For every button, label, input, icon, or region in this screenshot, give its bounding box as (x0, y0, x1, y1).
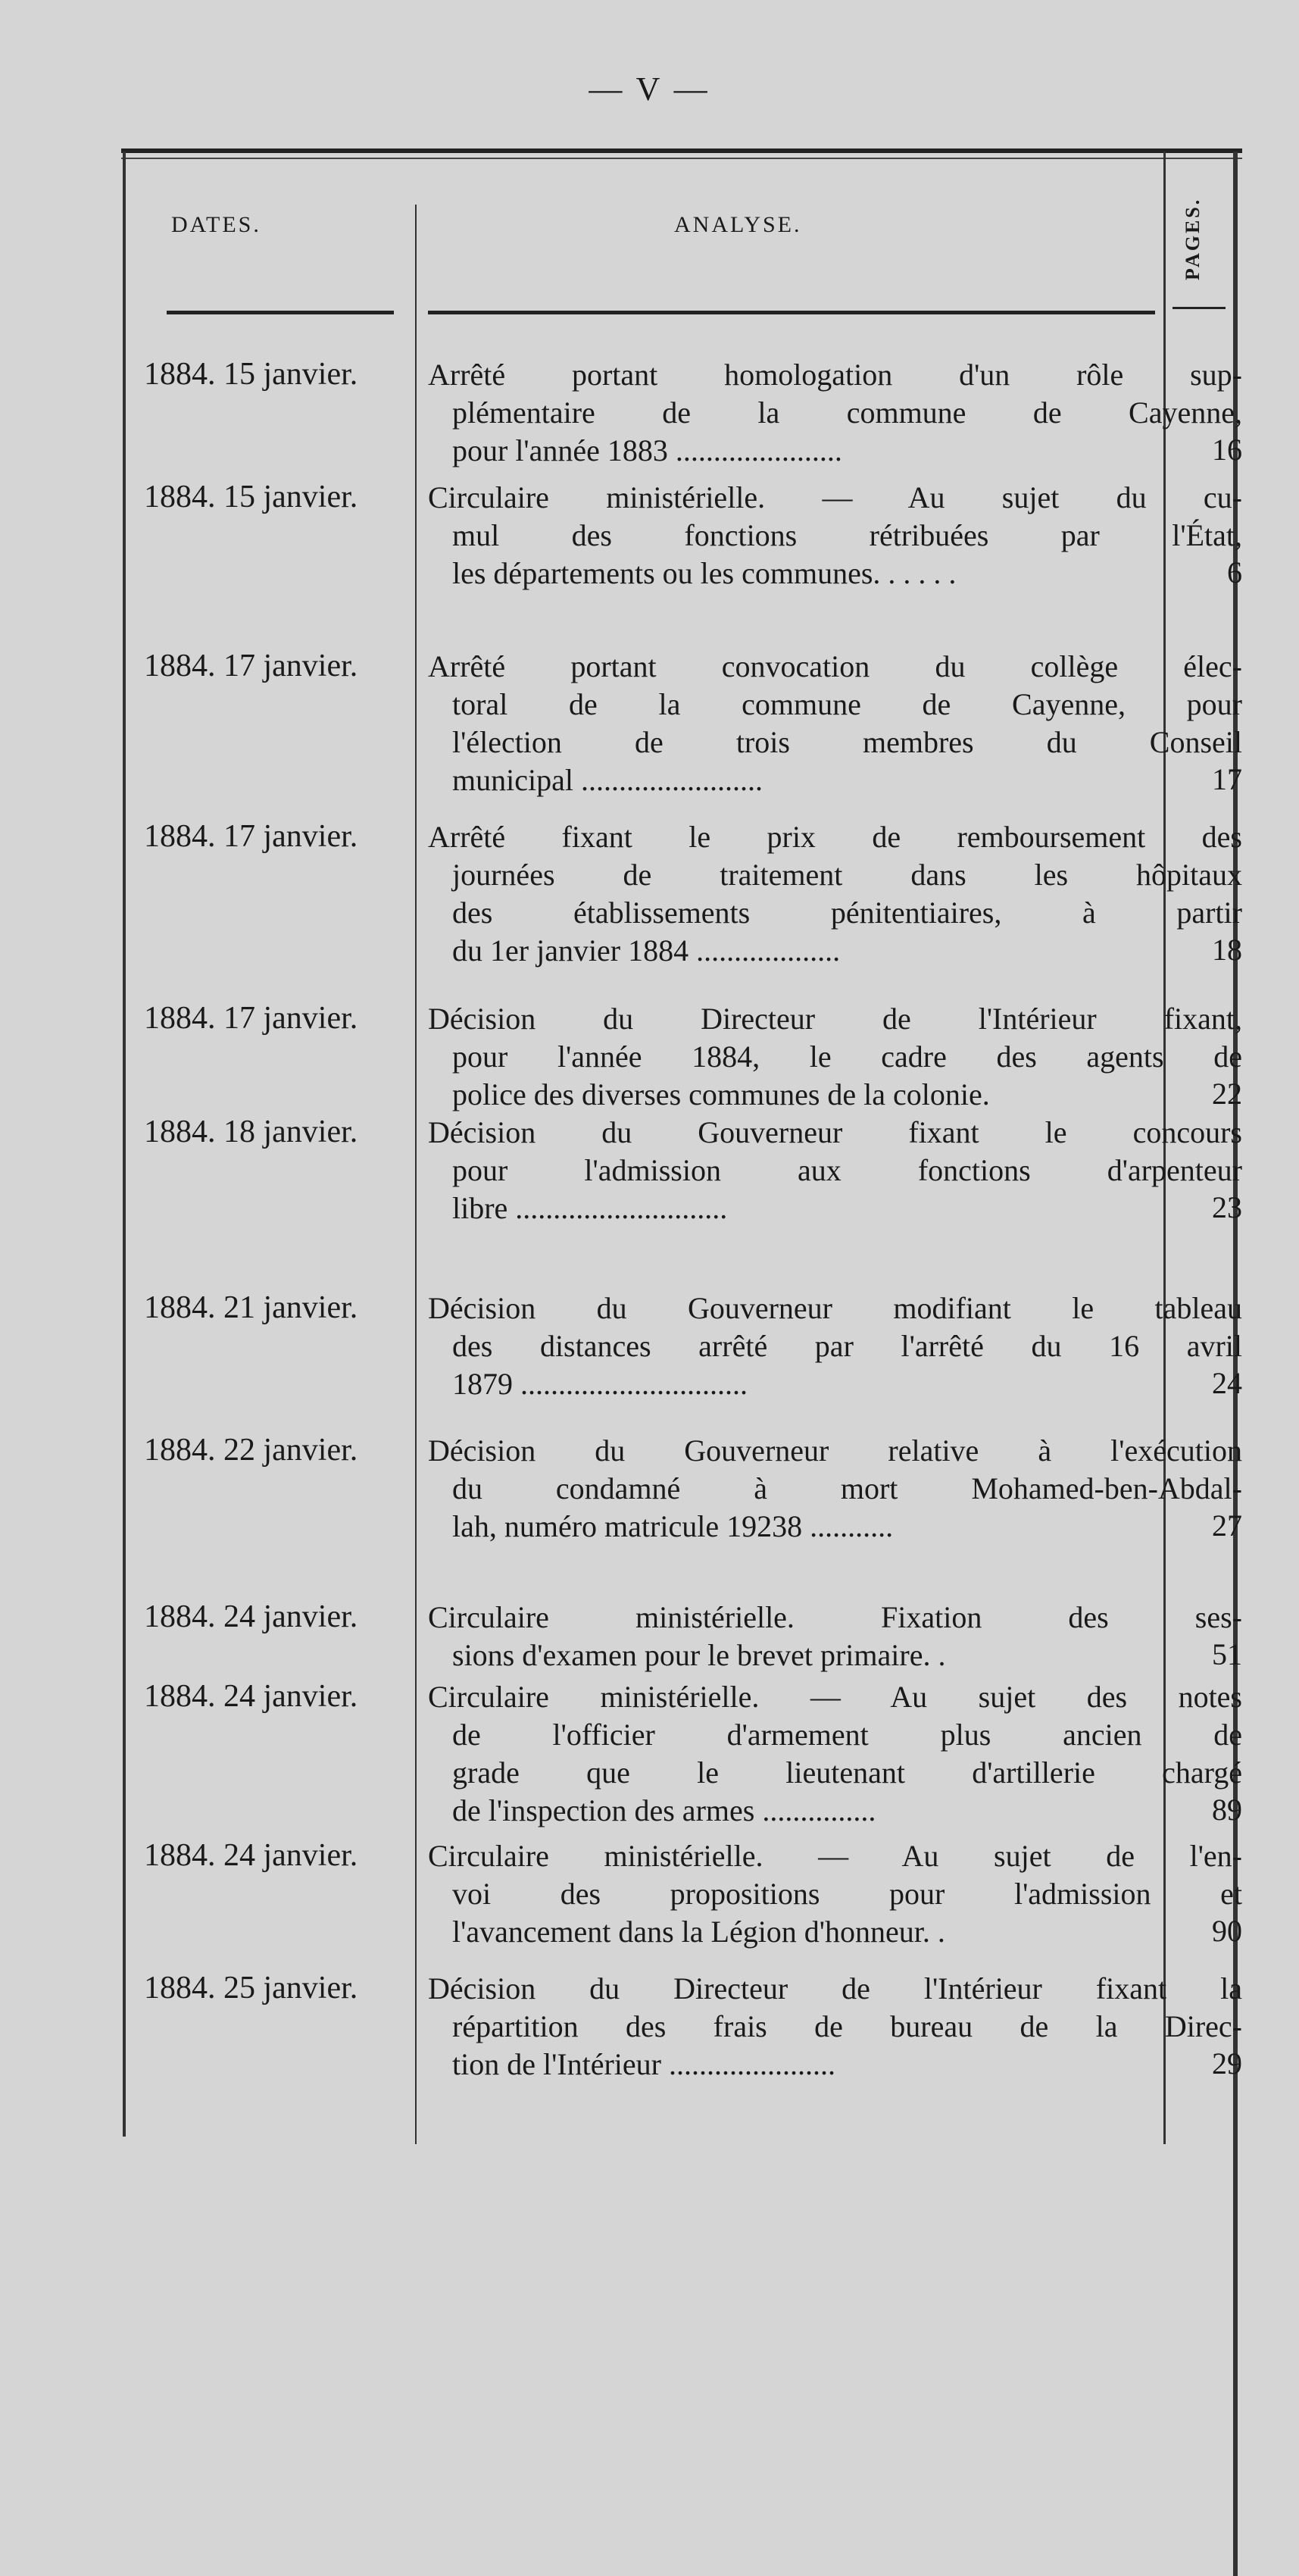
entry-analysis-line: Arrêté fixant le prix de remboursement des (428, 820, 1242, 854)
entry-date: 1884. 21 janvier. (144, 1290, 358, 1325)
entry-analysis-line: du condamné à mort Mohamed-ben-Abdal- (452, 1471, 1242, 1505)
table-top-rule (121, 148, 1242, 153)
entry-analysis-line: Arrêté portant convocation du collège élec- (428, 649, 1242, 683)
entry-analysis-line: Décision du Gouverneur fixant le concours (428, 1115, 1242, 1149)
entry-analysis (428, 648, 1242, 799)
entry-analysis (428, 1114, 1242, 1227)
entry-analysis-line: des distances arrêté par l'arrêté du 16 avril (452, 1329, 1242, 1363)
entry-analysis (428, 1599, 1242, 1674)
entry-page: 89 (1212, 1793, 1242, 1827)
entry-analysis (428, 1837, 1242, 1951)
entry-date: 1884. 17 janvier. (144, 819, 358, 854)
entry-date: 1884. 22 janvier. (144, 1433, 358, 1468)
entry-analysis-line: Décision du Gouverneur modifiant le tableau (428, 1291, 1242, 1325)
entry-analysis (428, 1290, 1242, 1403)
entry-analysis-line: pour l'admission aux fonctions d'arpenteur (452, 1153, 1242, 1187)
entry-analysis (428, 356, 1242, 470)
header-pages: PAGES. (1182, 197, 1204, 280)
left-border (123, 152, 126, 2137)
entry-analysis-line: Circulaire ministérielle. — Au sujet du cu- (428, 480, 1242, 514)
entry-analysis-line: pour l'année 1884, le cadre des agents de (452, 1039, 1242, 1074)
entry-analysis-line: de l'officier d'armement plus ancien de (452, 1718, 1242, 1752)
header-analyse: ANALYSE. (674, 212, 802, 237)
table-top-rule-thin (121, 158, 1242, 159)
entry-analysis-line: libre ............................ (452, 1191, 728, 1225)
entry-date: 1884. 24 janvier. (144, 1679, 358, 1714)
entry-analysis-line: municipal ........................ (452, 763, 763, 797)
entry-date: 1884. 25 janvier. (144, 1971, 358, 2005)
header-dates: DATES. (171, 212, 261, 237)
entry-analysis (428, 818, 1242, 970)
entry-page: 22 (1212, 1077, 1242, 1111)
entry-analysis-line: Arrêté portant homologation d'un rôle sup- (428, 358, 1242, 392)
entry-analysis-line: police des diverses communes de la colonie. (452, 1077, 990, 1111)
entry-date: 1884. 24 janvier. (144, 1838, 358, 1873)
entry-analysis (428, 479, 1242, 592)
entry-analysis (428, 1432, 1242, 1546)
entry-analysis-line: grade que le lieutenant d'artillerie chargé (452, 1755, 1242, 1790)
entry-analysis-line: toral de la commune de Cayenne, pour (452, 687, 1242, 721)
entry-analysis-line: sions d'examen pour le brevet primaire. . (452, 1638, 946, 1672)
entry-analysis-line: Circulaire ministérielle. — Au sujet de l'en- (428, 1839, 1242, 1873)
entry-page: 29 (1212, 2046, 1242, 2080)
entry-date: 1884. 15 janvier. (144, 480, 358, 514)
entry-page: 6 (1227, 555, 1242, 589)
header-rule-analyse (428, 311, 1155, 314)
entry-page: 17 (1212, 762, 1242, 796)
entry-page: 24 (1212, 1366, 1242, 1400)
entry-analysis-line: plémentaire de la commune de Cayenne, (452, 395, 1242, 430)
entry-date: 1884. 24 janvier. (144, 1599, 358, 1634)
entry-page: 18 (1212, 933, 1242, 967)
entry-analysis-line: Décision du Gouverneur relative à l'exécution (428, 1433, 1242, 1468)
entry-analysis-line: pour l'année 1883 ...................... (452, 433, 842, 467)
entry-date: 1884. 17 janvier. (144, 649, 358, 683)
entry-analysis-line: Circulaire ministérielle. Fixation des ses- (428, 1600, 1242, 1634)
entry-page: 23 (1212, 1190, 1242, 1224)
entry-page: 51 (1212, 1637, 1242, 1671)
entry-analysis-line: les départements ou les communes. . . . . . (452, 556, 957, 590)
entry-analysis-line: l'avancement dans la Légion d'honneur. . (452, 1915, 945, 1949)
entry-analysis-line: voi des propositions pour l'admission et (452, 1877, 1242, 1911)
entry-analysis-line: l'élection de trois membres du Conseil (452, 725, 1242, 759)
page-number: — V — (589, 70, 710, 108)
header-rule-pages (1173, 307, 1226, 309)
entry-analysis-line: journées de traitement dans les hôpitaux (452, 858, 1242, 892)
entry-analysis (428, 1678, 1242, 1830)
entry-analysis-line: lah, numéro matricule 19238 ........... (452, 1509, 894, 1543)
entry-analysis-line: Circulaire ministérielle. — Au sujet des notes (428, 1680, 1242, 1714)
entry-date: 1884. 17 janvier. (144, 1001, 358, 1036)
entry-analysis (428, 1970, 1242, 2084)
entry-page: 90 (1212, 1914, 1242, 1948)
entry-page: 27 (1212, 1508, 1242, 1543)
entry-analysis-line: de l'inspection des armes ............... (452, 1793, 876, 1827)
entry-analysis-line: mul des fonctions rétribuées par l'État, (452, 518, 1242, 552)
entry-analysis-line: Décision du Directeur de l'Intérieur fixant, (428, 1002, 1242, 1036)
entry-analysis-line: 1879 .............................. (452, 1367, 748, 1401)
entry-date: 1884. 15 janvier. (144, 357, 358, 392)
entry-date: 1884. 18 janvier. (144, 1114, 358, 1149)
entry-analysis (428, 1000, 1242, 1114)
entry-page: 16 (1212, 433, 1242, 467)
entry-analysis-line: tion de l'Intérieur ...................... (452, 2047, 835, 2081)
entry-analysis-line: des établissements pénitentiaires, à partir (452, 896, 1242, 930)
header-rule-dates (167, 311, 394, 314)
entry-analysis-line: Décision du Directeur de l'Intérieur fixant la (428, 1971, 1242, 2005)
entry-analysis-line: du 1er janvier 1884 ................... (452, 933, 841, 968)
entry-analysis-line: répartition des frais de bureau de la Direc- (452, 2009, 1242, 2043)
